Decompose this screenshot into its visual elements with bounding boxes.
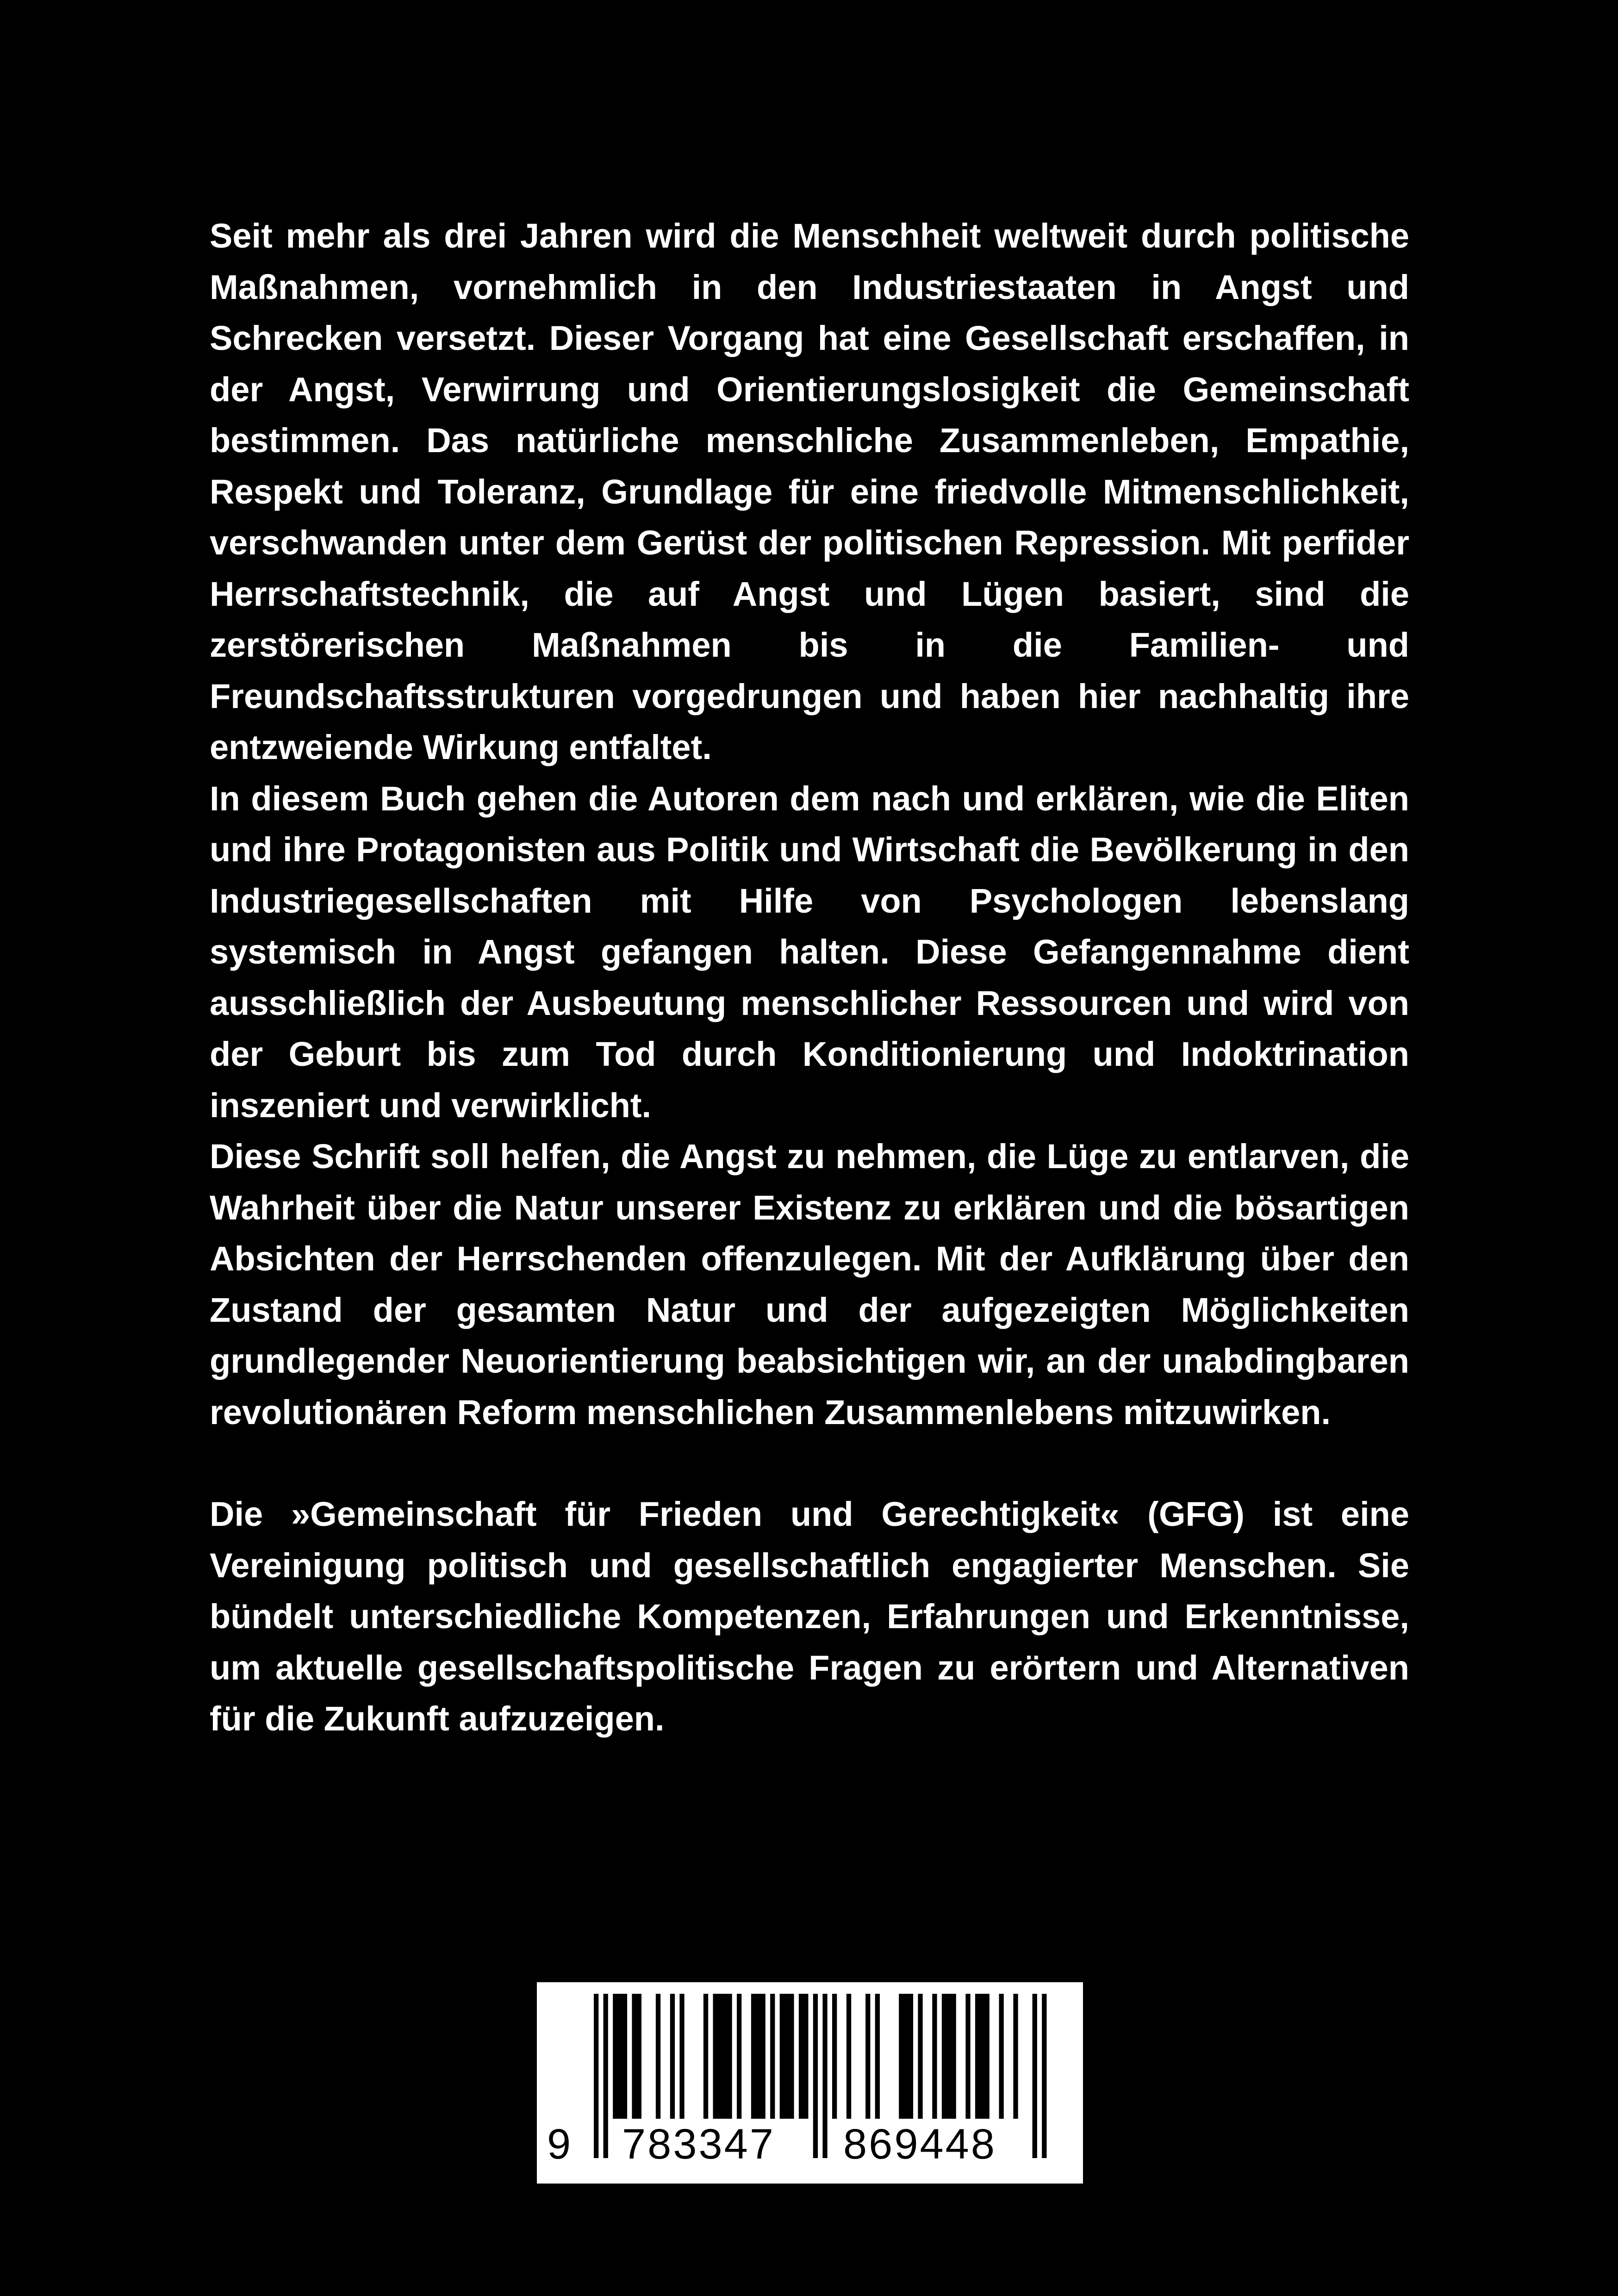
barcode-bar: [846, 1994, 851, 2119]
barcode-right-digits: 869448: [843, 2121, 996, 2168]
barcode-guard-bar: [1042, 1994, 1046, 2158]
barcode-guard-bar: [594, 1994, 598, 2158]
barcode-bar: [713, 1994, 732, 2119]
barcode-bar: [918, 1994, 922, 2119]
blurb-paragraph-1: Seit mehr als drei Jahren wird die Menschheit weltweit durch politische Maßnahmen, vornehmlich in den Industriestaaten in Angst und Schrecken versetzt. Dieser Vorgang hat eine Gesellschaft erschaffen, in der Angst, Verwirrung und Orientierungslosigkeit die Gemeinschaft bestimmen. Das natürliche menschliche Zusammenleben, Empathie, Respekt und Toleranz, Grundlage für eine friedvolle Mitmenschlichkeit, verschwanden unter dem Gerüst der politischen Repression. Mit perfider Herrschaftstechnik, die auf Angst und Lügen basiert, sind die zerstörerischen Maßnahmen bis in die Familien- und Freundschaftsstrukturen vorgedrungen und haben hier nachhaltig ihre entzweiende Wirkung entfaltet.: [210, 217, 1409, 766]
barcode-bar: [975, 1994, 989, 2119]
barcode-bar: [875, 1994, 880, 2119]
barcode-guard-bar: [813, 1994, 818, 2158]
barcode-bar: [679, 1994, 684, 2119]
barcode-guard-bar: [1033, 1994, 1037, 2158]
barcode-bar: [832, 1994, 837, 2119]
barcode-bar: [737, 1994, 741, 2119]
barcode-bar: [613, 1994, 627, 2119]
barcode-bar: [703, 1994, 708, 2119]
barcode-bar: [932, 1994, 937, 2119]
barcode-bar: [899, 1994, 913, 2119]
barcode-bar: [670, 1994, 675, 2119]
about-gfg-paragraph: Die »Gemeinschaft für Frieden und Gerechtigkeit« (GFG) ist eine Vereinigung politisch und gesellschaftlich engagierter Menschen. Sie bündelt unterschiedliche Kompetenzen, Erfahrungen und Erkenntnisse, um aktuelle gesellschaftspolitische Fragen zu erörtern und Alternativen für die Zukunft aufzuzeigen.: [210, 1495, 1409, 1738]
barcode-bar: [865, 1994, 870, 2119]
barcode-bar: [751, 1994, 765, 2119]
barcode-bar: [999, 1994, 1004, 2119]
barcode-bar: [1013, 1994, 1018, 2119]
isbn-barcode: [537, 1982, 1083, 2184]
barcode-left-digits: 783347: [622, 2121, 775, 2168]
barcode-guard-bar: [822, 1994, 827, 2158]
barcode-bar: [770, 1994, 775, 2119]
barcode-bar: [942, 1994, 956, 2119]
barcode-bar: [799, 1994, 809, 2119]
barcode-bar: [780, 1994, 794, 2119]
blurb-text-block: [210, 211, 1409, 1745]
barcode-bar: [656, 1994, 660, 2119]
barcode-bar: [965, 1994, 970, 2119]
barcode-bars: [537, 1982, 1083, 2184]
barcode-guard-bar: [604, 1994, 608, 2158]
barcode-bar: [632, 1994, 641, 2119]
barcode-first-digit: 9: [547, 2121, 571, 2168]
blurb-paragraph-2: In diesem Buch gehen die Autoren dem nach und erklären, wie die Eliten und ihre Protagonisten aus Politik und Wirtschaft die Bevölkerung in den Industriegesellschaften mit Hilfe von Psychologen lebenslang systemisch in Angst gefangen halten. Diese Gefangennahme dient ausschließlich der Ausbeutung menschlicher Ressourcen und wird von der Geburt bis zum Tod durch Konditionierung und Indoktrination inszeniert und verwirklicht.: [210, 779, 1409, 1125]
blurb-paragraph-3: Diese Schrift soll helfen, die Angst zu nehmen, die Lüge zu entlarven, die Wahrheit über die Natur unserer Existenz zu erklären und die bösartigen Absichten der Herrschenden offenzulegen. Mit der Aufklärung über den Zustand der gesamten Natur und der aufgezeigten Möglichkeiten grundlegender Neuorientierung beabsichtigen wir, an der unabdingbaren revolutionären Reform menschlichen Zusammenlebens mitzuwirken.: [210, 1137, 1409, 1431]
